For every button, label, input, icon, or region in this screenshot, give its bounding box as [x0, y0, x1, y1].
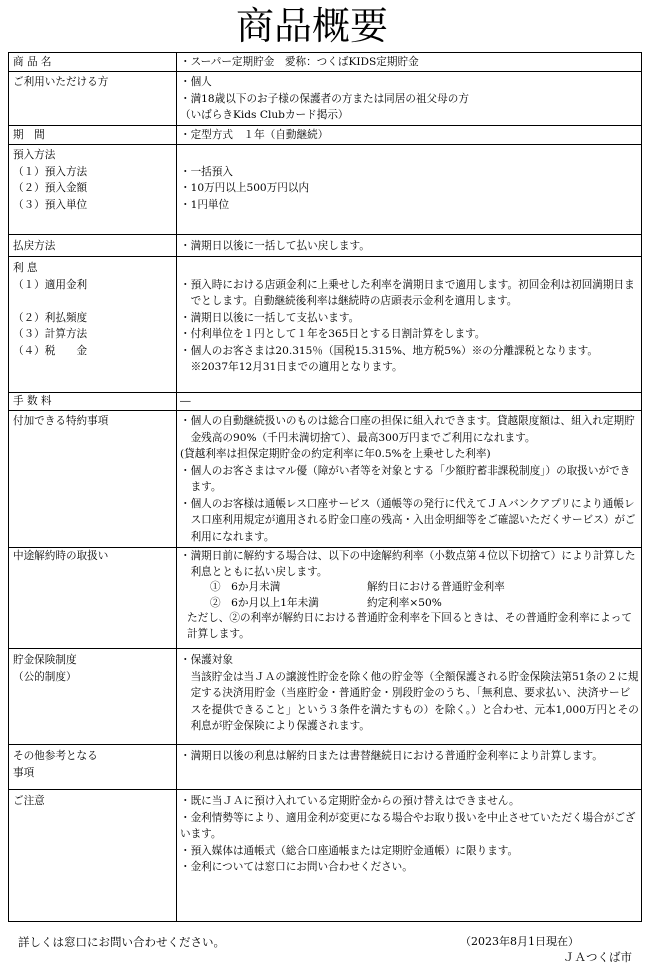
cancellation-period: ② 6か月以上1年未満 [210, 596, 319, 609]
eligibility-cell [177, 72, 641, 125]
eligibility-note: （いばらきKids Clubカード掲示） [180, 109, 349, 121]
special-terms-label: 付加できる特約事項 [9, 411, 177, 547]
product-name-cell [177, 53, 641, 71]
eligibility-label: ご利用いただける方 [9, 72, 177, 125]
deposit-unit-value: ・1円単位 [180, 198, 230, 211]
page-title: 商品概要 [235, 4, 388, 48]
withdrawal-cell [177, 235, 641, 256]
deposit-method-label: （１）預入方法 [13, 165, 88, 178]
row-eligibility [9, 72, 641, 126]
notes-item: ・金利情勢等により、適用金利が変更になる場合やお取り扱いを中止させていただく場合がございます。 [180, 811, 636, 840]
special-terms-item: ・個人のお客さまはマル優（障がい者等を対象とする「少額貯蓄非課税制度」）の取扱いができます。 [180, 464, 631, 493]
blank-line [180, 260, 640, 277]
early-cancellation-label: 中途解約時の取扱い [9, 548, 177, 648]
early-cancellation-cell [177, 548, 641, 648]
row-product-name [9, 53, 641, 72]
row-deposit [9, 145, 641, 235]
row-special-terms [9, 411, 641, 548]
product-name-value: ・スーパー定期貯金 愛称：つくばKIDS定期貯金 [180, 56, 419, 68]
interest-tax-note: ※2037年12月31日までの適用となります。 [190, 361, 403, 373]
fee-cell [177, 393, 641, 410]
footer-as-of-date: （2023年8月1日現在） [460, 935, 579, 948]
notes-cell [177, 790, 641, 921]
footer-organization: ＪＡつくば市 [563, 950, 632, 964]
cancellation-rate: 解約日における普通貯金利率 [367, 581, 505, 593]
interest-rate-value: ・預入時における店頭金利に上乗せした利率を満期日まで適用します。初回金利は初回満期日までとします。自動継続後利率は継続時の店頭表示金利を適用します。 [180, 278, 635, 307]
row-deposit-insurance [9, 649, 641, 745]
deposit-insurance-cell [177, 649, 641, 744]
cancellation-rate-row [180, 596, 640, 612]
notes-item: ・預入媒体は通帳式（総合口座通帳または定期貯金通帳）に限ります。 [180, 844, 519, 857]
other-info-value: ・満期日以後の利息は解約日または書替継続日における普通貯金利率により計算します。 [180, 750, 603, 762]
interest-tax-label: （４）税 金 [13, 344, 88, 357]
other-info-cell [177, 745, 641, 789]
interest-tax-value: ・個人のお客さまは20.315％（国税15.315%、地方税5%）※の分離課税となります。 [180, 344, 598, 357]
interest-payment-value: ・満期日以後に一括して支払います。 [180, 311, 360, 324]
row-fee [9, 393, 641, 411]
eligibility-item: ・満18歳以下のお子様の保護者の方または同居の祖父母の方 [180, 92, 469, 105]
deposit-insurance-sublabel: （公的制度） [13, 670, 77, 683]
term-value: ・定型方式 １年（自動継続） [180, 129, 329, 141]
deposit-insurance-label-cell [9, 649, 177, 744]
fee-value: ― [180, 395, 191, 407]
deposit-method-value: ・一括預入 [180, 165, 233, 178]
cancellation-rate-row [180, 580, 640, 596]
interest-label-cell [9, 257, 177, 392]
product-summary-table [8, 52, 642, 922]
term-label: 期 間 [9, 126, 177, 144]
deposit-label: 預入方法 [13, 149, 56, 161]
deposit-insurance-body: 当該貯金は当ＪＡの譲渡性貯金を除く他の貯金等（全額保護される貯金保険法第51条の２に規定する決済用貯金（当座貯金・普通貯金・別段貯金のうち、「無利息、要求払い、決済サービスを提供できること」という３条件を満たすもの）を除く。）と合わせ、元本1,000万円とその利息が貯金保険により保護されます。 [190, 670, 639, 732]
special-terms-note: (貸越利率は担保定期貯金の約定利率に年0.5%を上乗せした利率) [180, 448, 491, 460]
term-cell [177, 126, 641, 144]
product-name-label: 商 品 名 [9, 53, 177, 71]
interest-rate-label: （１）適用金利 [13, 278, 88, 291]
row-other-info [9, 745, 641, 790]
other-info-label-cell [9, 745, 177, 789]
eligibility-item: ・個人 [180, 76, 212, 88]
blank-line [13, 293, 174, 310]
interest-calc-label: （３）計算方法 [13, 328, 88, 340]
cancellation-rate: 約定利率×50% [367, 596, 442, 609]
early-cancellation-proviso: ただし、②の利率が解約日における普通貯金利率を下回るときは、その普通貯金利率によって計算します。 [187, 612, 632, 640]
deposit-insurance-label: 貯金保険制度 [13, 654, 77, 666]
notes-item: ・金利については窓口にお問い合わせください。 [180, 861, 413, 873]
deposit-insurance-heading: ・保護対象 [180, 654, 233, 666]
fee-label: 手 数 料 [9, 393, 177, 410]
interest-label: 利 息 [13, 262, 38, 274]
interest-cell [177, 257, 641, 392]
row-interest [9, 257, 641, 393]
cancellation-period: ① 6か月未満 [210, 581, 281, 593]
deposit-amount-label: （２）預入金額 [13, 182, 88, 194]
special-terms-item: ・個人の自動継続扱いのものは総合口座の担保に組入れできます。貸越限度額は、組入れ定期貯金残高の90%（千円未満切捨て）、最高300万円までご利用になれます。 [180, 415, 635, 444]
notes-item: ・既に当ＪＡに預け入れている定期貯金からの預け替えはできません。 [180, 795, 520, 807]
deposit-unit-label: （３）預入単位 [13, 198, 88, 211]
withdrawal-label: 払戻方法 [9, 235, 177, 256]
notes-label: ご注意 [9, 790, 177, 921]
deposit-cell [177, 145, 641, 234]
deposit-amount-value: ・10万円以上500万円以内 [180, 182, 310, 194]
row-term [9, 126, 641, 145]
withdrawal-value: ・満期日以後に一括して払い戻します。 [180, 240, 370, 252]
interest-payment-label: （２）利払頻度 [13, 311, 88, 324]
other-info-label: その他参考となる [13, 750, 98, 762]
row-early-cancellation [9, 548, 641, 649]
special-terms-cell [177, 411, 641, 547]
other-info-label: 事項 [13, 766, 35, 779]
special-terms-item: ・個人のお客様は通帳レス口座サービス（通帳等の発行に代えてＪＡバンクアプリにより通帳レス口座利用規定が適用される貯金口座の残高・入出金明細等をご確認いただくサービス）がご利用になれます。 [180, 497, 636, 543]
footer-inquiry: 詳しくは窓口にお問い合わせください。 [18, 935, 225, 949]
blank-line [180, 147, 640, 164]
interest-calc-value: ・付利単位を１円として１年を365日とする日割計算をします。 [180, 328, 486, 340]
row-withdrawal [9, 235, 641, 257]
row-notes [9, 790, 641, 921]
early-cancellation-intro: ・満期日前に解約する場合は、以下の中途解約利率（小数点第４位以下切捨て）により計算した利息とともに払い戻します。 [180, 550, 636, 578]
deposit-label-cell [9, 145, 177, 234]
